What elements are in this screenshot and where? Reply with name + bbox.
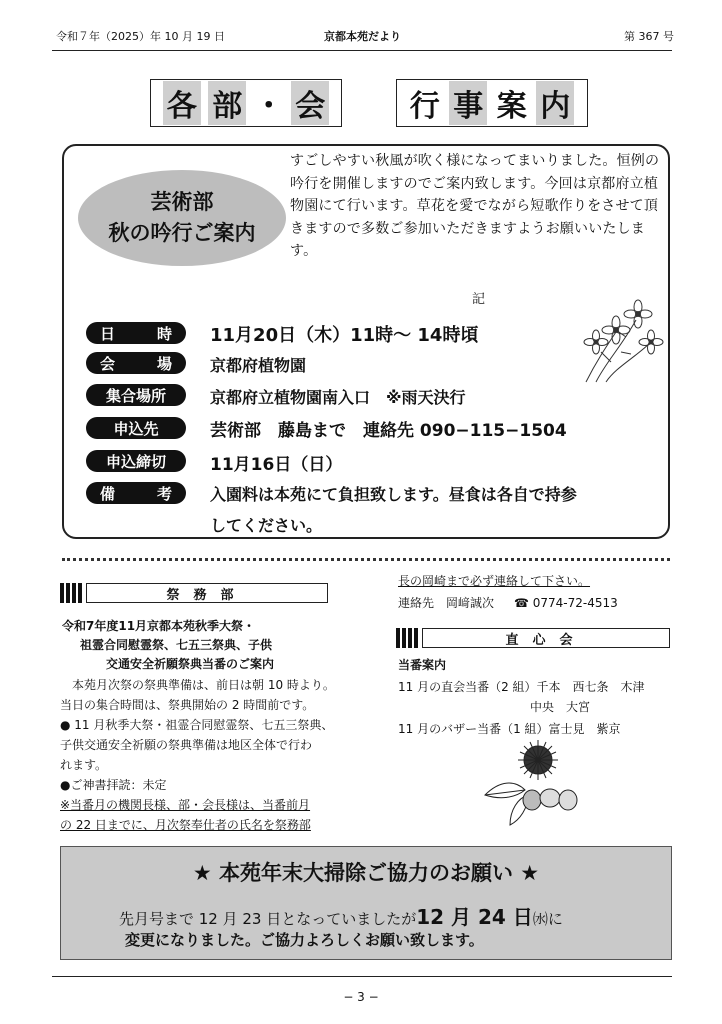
saimu-text: ● 11 月秋季大祭・祖霊合同慰霊祭、七五三祭典、 xyxy=(60,718,334,732)
saimu-title-line2: 祖霊合同慰霊祭、七五三祭典、子供 xyxy=(80,638,273,652)
saimu-text: 本苑月次祭の祭典準備は、前日は朝 10 時より。 xyxy=(72,678,335,692)
saimu-title: 祭務部 xyxy=(86,583,328,603)
value-meeting-place: 京都府立植物園南入口 ※雨天決行 xyxy=(210,388,466,407)
saimu-text: 当日の集合時間は、祭典開始の 2 時間前です。 xyxy=(60,698,315,712)
jikishin-heading xyxy=(396,627,670,649)
title-left-char: 部 xyxy=(208,81,246,125)
saimu-note: ※当番月の機関長様、部・会長様は、当番前月 xyxy=(60,798,311,812)
banner-line1: 先月号まで 12 月 23 日となっていましたが12 月 24 日㈬に xyxy=(119,905,563,929)
issue-number: 第 367 号 xyxy=(624,30,674,43)
value-venue: 京都府植物園 xyxy=(210,356,307,375)
saimu-text: ●ご神書拝読：未定 xyxy=(60,778,167,792)
heading-bars-icon xyxy=(60,583,82,603)
banner-title: ★ 本苑年末大掃除ご協力のお願い ★ xyxy=(192,861,540,885)
title-left-char: ・ xyxy=(253,89,284,124)
page-number: − 3 − xyxy=(343,990,379,1004)
value-remarks: 入園料は本苑にて負担致します。昼食は各自で持参 xyxy=(210,485,577,504)
art-badge-line1: 芸術部 xyxy=(150,190,214,214)
header-rule xyxy=(52,50,672,51)
ki-mark: 記 xyxy=(472,292,486,307)
cleanup-banner xyxy=(60,846,672,960)
saimu-phone: ☎ 0774-72-4513 xyxy=(514,596,618,610)
saimu-title-line3: 交通安全祈願祭典当番のご案内 xyxy=(106,657,275,671)
jikishin-subtitle: 当番案内 xyxy=(398,658,447,672)
section-divider xyxy=(62,558,670,561)
label-remarks: 備 考 xyxy=(86,482,186,504)
art-intro-text: すごしやすい秋風が吹く様になってまいりました。恒例の吟行を開催しますのでご案内致します。今回は京都府立植物園にて行います。草花を愛でながら短歌作りをさせて頂きますので多数ご参加いただきますようお願いいたします。 xyxy=(290,153,660,259)
saimu-heading xyxy=(60,582,328,604)
label-datetime: 日 時 xyxy=(86,322,186,344)
title-right-char: 行 xyxy=(409,89,440,124)
jikishin-line: 11 月のバザー当番（1 組）富士見 紫京 xyxy=(398,722,621,736)
title-right-char: 内 xyxy=(536,81,574,125)
banner-line2: 変更になりました。ご協力よろしくお願い致します。 xyxy=(125,931,484,949)
jikishin-line: 11 月の直会当番（2 組）千本 西七条 木津 xyxy=(398,680,645,694)
chestnut-illustration xyxy=(480,740,580,830)
label-deadline: 申込締切 xyxy=(86,450,186,472)
art-badge-line2: 秋の吟行ご案内 xyxy=(108,221,256,245)
jikishin-title: 直心会 xyxy=(422,628,670,648)
title-right-char: 事 xyxy=(449,81,487,125)
saimu-title-line1: 令和7年度11月京都本苑秋季大祭・ xyxy=(62,619,256,633)
title-right xyxy=(396,79,588,127)
value-remarks-line2: してください。 xyxy=(210,516,323,535)
title-left-char: 各 xyxy=(163,81,201,125)
footer-rule xyxy=(52,976,672,977)
saimu-contact: 連絡先 岡﨑誠次 xyxy=(398,596,495,610)
heading-bars-icon xyxy=(396,628,418,648)
cosmos-flower-illustration xyxy=(566,292,666,384)
saimu-note: 長の岡崎まで必ず連絡して下さい。 xyxy=(398,574,591,588)
title-left xyxy=(150,79,342,127)
jikishin-line: 中央 大宮 xyxy=(530,700,591,714)
value-deadline: 11月16日（日） xyxy=(210,455,343,475)
label-venue: 会 場 xyxy=(86,352,186,374)
label-meeting-place: 集合場所 xyxy=(86,384,186,406)
title-left-char: 会 xyxy=(291,81,329,125)
issue-date: 令和７年（2025）年 10 月 19 日 xyxy=(56,30,225,43)
value-datetime: 11月20日（木）11時〜 14時頃 xyxy=(210,325,479,346)
saimu-text: 子供交通安全祈願の祭典準備は地区全体で行わ xyxy=(60,738,313,752)
saimu-text: れます。 xyxy=(60,758,108,772)
value-apply-to: 芸術部 藤島まで 連絡先 090−115−1504 xyxy=(210,421,567,441)
newsletter-name: 京都本苑だより xyxy=(324,30,401,43)
saimu-note: の 22 日までに、月次祭奉仕者の氏名を祭務部 xyxy=(60,818,311,832)
label-apply-to: 申込先 xyxy=(86,417,186,439)
title-right-char: 案 xyxy=(496,89,527,124)
art-badge xyxy=(78,170,286,266)
